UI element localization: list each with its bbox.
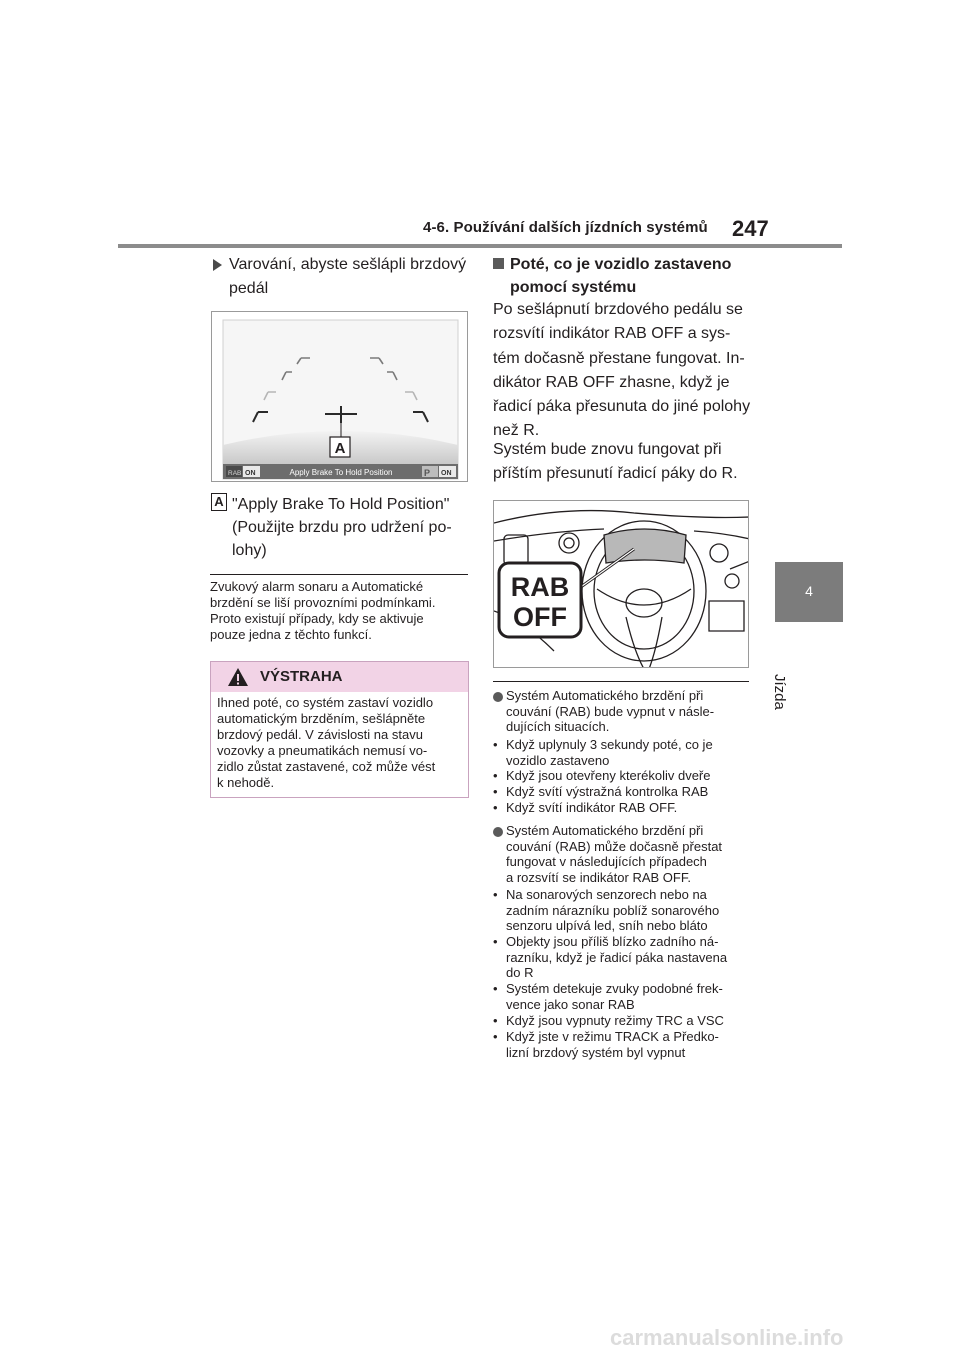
watermark: carmanualsonline.info — [610, 1325, 844, 1350]
chapter-label-wrap — [771, 630, 806, 710]
right-paragraph-2 — [493, 438, 738, 487]
block1-item: Když svítí indikátor RAB OFF. — [506, 800, 678, 815]
text-line: couvání (RAB) bude vypnut v násle- — [506, 703, 715, 719]
paragraph-line: Po sešlápnutí brzdového pedálu se — [493, 301, 743, 318]
section-title: 4-6. Používání dalších jízdních systémů — [423, 219, 708, 236]
warning-line: vozovky a pneumatikách nemusí vo- — [217, 743, 428, 758]
bullet-dot: • — [493, 1029, 498, 1044]
right-heading-line2: pomocí systému — [510, 279, 637, 296]
caption-line2: (Použijte brzdu pro udržení po- — [232, 519, 452, 536]
chapter-label: Jízda — [771, 674, 788, 710]
paragraph-line: dikátor RAB OFF zhasne, když je — [493, 373, 730, 391]
rab-status-label: RAB — [228, 470, 242, 477]
block1-lead — [506, 688, 714, 735]
bullet-dot: • — [493, 768, 498, 783]
block2-item — [506, 887, 719, 934]
block1-item: Když jsou otevřeny kterékoliv dveře — [506, 768, 711, 783]
bullet-dot: • — [493, 887, 498, 902]
paragraph-line: rozsvítí indikátor RAB OFF a sys- — [493, 325, 731, 343]
warning-line: Ihned poté, co systém zastaví vozidlo — [217, 695, 434, 710]
text-line: zadním nárazníku poblíž sonarového — [506, 902, 720, 918]
paragraph-line: příštím přesunutí řadicí páky do R. — [493, 465, 738, 483]
square-bullet-icon — [493, 258, 504, 269]
triangle-bullet-icon — [213, 259, 222, 271]
dashboard-figure — [493, 500, 749, 668]
text-line: a rozsvítí se indikátor RAB OFF. — [506, 869, 691, 885]
header-rule — [118, 244, 842, 248]
paragraph-line: řadicí páka přesunuta do jiné polohy — [493, 398, 751, 416]
warning-triangle-icon — [227, 667, 249, 687]
text-line: Systém detekuje zvuky podobné frek- — [506, 981, 723, 996]
block2-lead — [506, 823, 722, 885]
text-line: Když uplynuly 3 sekundy poté, co je — [506, 737, 713, 752]
note-line: pouze jedna z těchto funkcí. — [210, 627, 372, 642]
caption-marker: A — [211, 493, 227, 511]
paragraph-line: tém dočasně přestane fungovat. In- — [493, 349, 745, 367]
block2-item: Když jsou vypnuty režimy TRC a VSC — [506, 1013, 724, 1028]
left-heading-line2: pedál — [229, 280, 269, 297]
chapter-number: 4 — [805, 583, 813, 599]
bullet-dot: • — [493, 800, 498, 815]
callout-label: A — [334, 440, 346, 457]
paragraph-line: než R. — [493, 422, 540, 440]
bullet-dot: • — [493, 934, 498, 949]
text-line: senzoru ulpívá led, sníh nebo bláto — [506, 918, 708, 933]
circle-bullet-icon — [493, 692, 503, 702]
indicator-line1: RAB — [510, 572, 570, 602]
dashboard-illustration — [494, 501, 749, 668]
text-line: fungovat v následujících případech — [506, 854, 707, 869]
text-line: lizní brzdový systém byl vypnut — [506, 1044, 686, 1060]
right-heading-line1: Poté, co je vozidlo zastaveno — [510, 256, 732, 273]
rab-on-label: ON — [245, 470, 256, 477]
parking-status-label: P — [424, 468, 431, 478]
caption-line3: lohy) — [232, 542, 267, 559]
text-line: Systém Automatického brzdění při — [506, 688, 704, 703]
note-line: Proto existují případy, kdy se aktivuje — [210, 611, 424, 626]
warning-text — [217, 695, 465, 791]
warning-line: zidlo zůstat zastavené, což může vést — [217, 759, 436, 774]
paragraph-line: Systém bude znovu fungovat při — [493, 441, 722, 458]
right-divider — [493, 681, 749, 682]
indicator-line2: OFF — [513, 602, 567, 632]
warning-title: VÝSTRAHA — [260, 668, 343, 685]
block2-item — [506, 934, 727, 981]
note-line: brzdění se liší provozními podmínkami. — [210, 595, 436, 610]
right-paragraph-1 — [493, 298, 750, 444]
page-number: 247 — [732, 216, 769, 241]
block2-item — [506, 1029, 719, 1060]
bullet-dot: • — [493, 1013, 498, 1028]
screen-message: Apply Brake To Hold Position — [289, 468, 393, 477]
warning-line: brzdový pedál. V závislosti na stavu — [217, 727, 423, 742]
bullet-dot: • — [493, 784, 498, 799]
block2-item — [506, 981, 723, 1012]
bullet-dot: • — [493, 981, 498, 996]
block1-item: Když svítí výstražná kontrolka RAB — [506, 784, 709, 799]
text-line: vozidlo zastaveno — [506, 752, 610, 768]
circle-bullet-icon — [493, 827, 503, 837]
text-line: Systém Automatického brzdění při — [506, 823, 704, 838]
text-line: vence jako sonar RAB — [506, 996, 635, 1012]
caption-line1: "Apply Brake To Hold Position" — [232, 496, 450, 513]
text-line: dujících situacích. — [506, 719, 610, 734]
text-line: couvání (RAB) může dočasně přestat — [506, 838, 723, 854]
warning-line: automatickým brzděním, sešlápněte — [217, 711, 426, 726]
text-line: do R — [506, 965, 534, 980]
text-line: razníku, když je řadicí páka nastavena — [506, 949, 728, 965]
camera-screen-illustration — [212, 312, 469, 483]
bullet-dot: • — [493, 737, 498, 752]
note-line: Zvukový alarm sonaru a Automatické — [210, 579, 424, 594]
warning-line: k nehodě. — [217, 775, 275, 790]
text-line: Když jste v režimu TRACK a Předko- — [506, 1029, 719, 1044]
left-heading-line1: Varování, abyste sešlápli brzdový — [229, 256, 467, 273]
parking-on-label: ON — [441, 470, 452, 477]
text-line: Objekty jsou příliš blízko zadního ná- — [506, 934, 719, 949]
block1-item — [506, 737, 713, 768]
note-divider — [210, 574, 468, 575]
camera-screen-figure — [211, 311, 468, 482]
text-line: Na sonarových senzorech nebo na — [506, 887, 707, 902]
